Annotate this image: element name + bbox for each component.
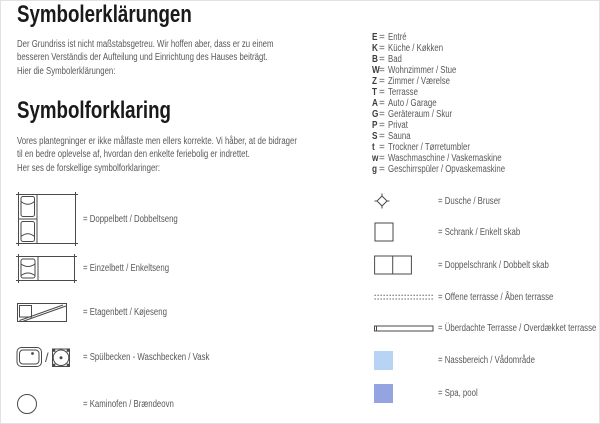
- code-letter: t: [372, 142, 375, 153]
- legend-row-double-cabinet: [374, 255, 580, 275]
- code-letter: B: [372, 54, 378, 65]
- legend-row-double-bed: [16, 193, 204, 245]
- double-cabinet-icon: [374, 255, 438, 275]
- letter-code-row: [372, 131, 538, 142]
- double-bed-icon: [16, 192, 83, 246]
- legend-label: = Doppelschrank / Dobbelt skab: [438, 259, 549, 271]
- legend-label: = Dusche / Bruser: [438, 195, 501, 207]
- code-letter: G: [372, 109, 379, 120]
- wood-stove-icon: [16, 393, 83, 415]
- danish-intro: [17, 135, 379, 175]
- legend-row-sink: [16, 346, 245, 368]
- german-title: Symbolerklärungen: [17, 1, 192, 28]
- washbasin-icon: [51, 347, 71, 368]
- letter-code-row: [372, 142, 538, 153]
- legend-row-spa-pool: [374, 384, 489, 403]
- german-intro-line: Hier die Symbolerklärungen:: [17, 65, 116, 77]
- code-letter: g: [372, 164, 378, 175]
- legend-row-stove: [16, 393, 199, 415]
- danish-intro-line: Vores plantegninger er ikke målfaste men ellers korrekte. Vi håber, at de bidrager: [17, 136, 297, 147]
- legend-label: = Einzelbett / Enkeltseng: [83, 263, 170, 274]
- legend-label: = Überdachte Terrasse / Overdækket terrasse: [438, 323, 597, 334]
- code-letter: P: [372, 120, 378, 131]
- letter-code-row: [372, 32, 538, 43]
- equals-sign: =: [379, 131, 385, 142]
- code-label: Waschmaschine / Vaskemaskine: [388, 153, 502, 164]
- letter-code-row: [372, 164, 538, 175]
- code-label: Trockner / Tørretumbler: [388, 142, 470, 153]
- equals-sign: =: [379, 54, 385, 65]
- letter-code-list: [372, 32, 538, 175]
- code-letter: Z: [372, 76, 378, 87]
- legend-label: = Spa, pool: [438, 388, 478, 399]
- code-label: Küche / Køkken: [388, 43, 444, 54]
- single-bed-icon: [16, 254, 83, 283]
- spa-pool-icon: [374, 384, 438, 403]
- legend-row-cabinet: [374, 222, 543, 242]
- code-label: Geschirrspüler / Opvaskemaskine: [388, 164, 506, 175]
- code-letter: E: [372, 32, 378, 43]
- equals-sign: =: [379, 153, 385, 164]
- letter-code-row: [372, 98, 538, 109]
- single-cabinet-icon: [374, 222, 438, 242]
- letter-code-row: [372, 54, 538, 65]
- code-letter: W: [372, 65, 380, 76]
- legend-label: = Kaminofen / Brændeovn: [83, 398, 174, 410]
- legend-label: = Spülbecken - Waschbecken / Vask: [83, 351, 210, 363]
- letter-code-row: [372, 109, 538, 120]
- code-letter: w: [372, 153, 379, 164]
- code-label: Zimmer / Værelse: [388, 76, 450, 87]
- equals-sign: =: [379, 32, 385, 43]
- letter-code-row: [372, 43, 538, 54]
- code-label: Wohnzimmer / Stue: [388, 65, 457, 76]
- german-intro-line: Der Grundriss ist nicht maßstabsgetreu. Wir hoffen aber, dass er zu einem: [17, 39, 274, 50]
- legend-label: = Doppelbett / Dobbeltseng: [83, 213, 178, 225]
- legend-label: = Schrank / Enkelt skab: [438, 226, 521, 238]
- code-letter: K: [372, 43, 378, 54]
- wet-area-icon: [374, 351, 438, 370]
- legend-row-shower: [374, 193, 518, 209]
- danish-intro-line: Her ses de forskellige symbolforklaringer:: [17, 162, 161, 174]
- legend-row-covered-terrace: [374, 324, 600, 333]
- equals-sign: =: [379, 87, 385, 98]
- equals-sign: =: [379, 43, 385, 54]
- danish-intro-line: til en bedre oplevelse af, hvordan den enkelte feriebolig er indrettet.: [17, 149, 250, 161]
- code-label: Privat: [388, 120, 408, 131]
- equals-sign: =: [379, 76, 385, 87]
- sink-washbasin-icon: [16, 346, 83, 368]
- danish-title: Symbolforklaring: [17, 97, 171, 124]
- code-label: Entré: [388, 32, 407, 43]
- german-intro-line: besseren Verständis der Aufteilung und Einrichtung des Hauses beiträgt.: [17, 52, 268, 64]
- legend-label: = Nassbereich / Vådområde: [438, 355, 535, 366]
- letter-code-row: [372, 65, 538, 76]
- code-label: Bad: [388, 54, 402, 65]
- bunk-bed-icon: [16, 302, 83, 323]
- equals-sign: =: [379, 98, 385, 109]
- shower-icon: [374, 193, 438, 209]
- legend-row-open-terrace: [374, 293, 586, 302]
- code-label: Geräteraum / Skur: [388, 109, 453, 120]
- equals-sign: =: [379, 65, 385, 76]
- legend-row-bunk-bed: [16, 302, 191, 323]
- legend-row-wet-area: [374, 351, 562, 370]
- covered-terrace-icon: [374, 324, 438, 333]
- legend-label: = Etagenbett / Køjeseng: [83, 307, 167, 318]
- code-label: Auto / Garage: [388, 98, 437, 109]
- legend-label: = Offene terrasse / Åben terrasse: [438, 292, 554, 303]
- equals-sign: =: [379, 109, 385, 120]
- letter-code-row: [372, 76, 538, 87]
- equals-sign: =: [379, 164, 385, 175]
- german-intro: [17, 38, 346, 78]
- code-label: Terrasse: [388, 87, 418, 98]
- code-letter: T: [372, 87, 378, 98]
- open-terrace-icon: [374, 293, 438, 302]
- letter-code-row: [372, 120, 538, 131]
- letter-code-row: [372, 87, 538, 98]
- equals-sign: =: [379, 142, 385, 153]
- code-letter: A: [372, 98, 378, 109]
- slash-separator: /: [45, 349, 49, 365]
- code-letter: S: [372, 131, 378, 142]
- letter-code-row: [372, 153, 538, 164]
- code-label: Sauna: [388, 131, 411, 142]
- equals-sign: =: [379, 120, 385, 131]
- legend-row-single-bed: [16, 254, 193, 283]
